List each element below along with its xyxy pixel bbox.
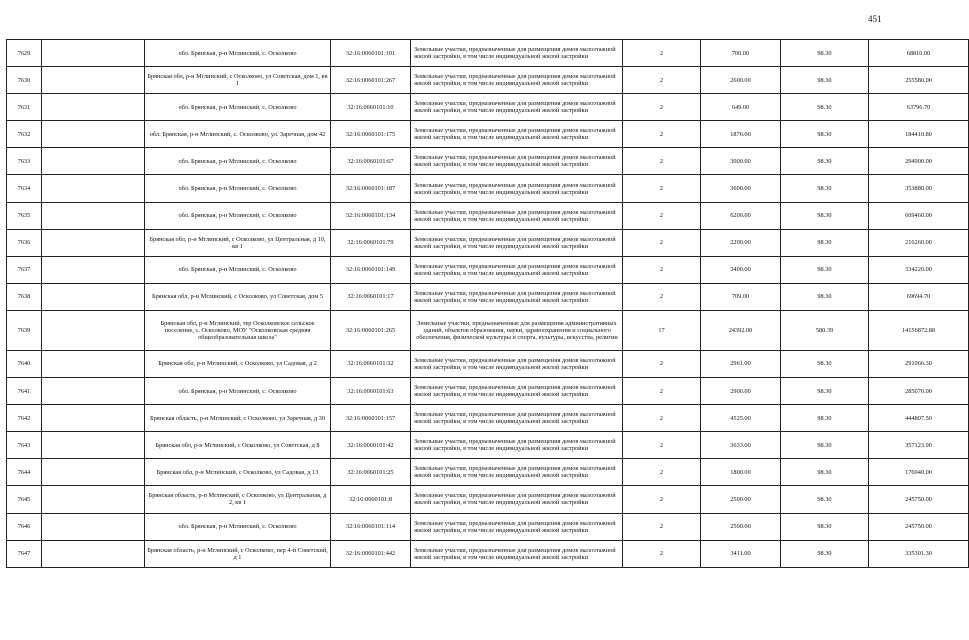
address-cell: обл. Брянская, р-н Мглинский, с. Осколково [145, 378, 331, 405]
group-number-cell: 2 [623, 121, 701, 148]
cadastral-value-cell: 216260.00 [869, 229, 969, 256]
group-number-cell: 2 [623, 67, 701, 94]
group-number-cell: 2 [623, 378, 701, 405]
land-purpose-cell: Земельные участки, предназначенные для размещения домов малоэтажной жилой застройки, в том числе индивидуальной жилой застройки [411, 148, 623, 175]
land-purpose-cell: Земельные участки, предназначенные для размещения домов малоэтажной жилой застройки, в том числе индивидуальной жилой застройки [411, 175, 623, 202]
area-cell: 3633.00 [701, 432, 781, 459]
table-row [7, 405, 969, 432]
group-number-cell: 2 [623, 256, 701, 283]
area-cell: 3000.00 [701, 148, 781, 175]
table-row [7, 175, 969, 202]
specific-value-cell: 580.39 [781, 310, 869, 350]
address-cell: Брянская обл, р-н Мглинский, с Осколково, ул Советская, дом 5 [145, 283, 331, 310]
cadastral-value-cell: 255580.00 [869, 67, 969, 94]
spacer-cell [42, 229, 145, 256]
group-number-cell: 2 [623, 350, 701, 377]
spacer-cell [42, 40, 145, 67]
cadastral-value-cell: 335301.30 [869, 540, 969, 567]
land-purpose-cell: Земельные участки, предназначенные для размещения домов малоэтажной жилой застройки, в том числе индивидуальной жилой застройки [411, 67, 623, 94]
group-number-cell: 2 [623, 283, 701, 310]
cadastral-value-table [6, 39, 969, 568]
area-cell: 3400.00 [701, 256, 781, 283]
land-purpose-cell: Земельные участки, предназначенные для размещения домов малоэтажной жилой застройки, в том числе индивидуальной жилой застройки [411, 350, 623, 377]
address-cell: обл. Брянская, р-н Мглинский, с. Осколково [145, 513, 331, 540]
land-purpose-cell: Земельные участки, предназначенные для размещения домов малоэтажной жилой застройки, в том числе индивидуальной жилой застройки [411, 202, 623, 229]
cadastral-value-cell: 334220.00 [869, 256, 969, 283]
spacer-cell [42, 256, 145, 283]
group-number-cell: 2 [623, 540, 701, 567]
land-purpose-cell: Земельные участки, предназначенные для размещения домов малоэтажной жилой застройки, в том числе индивидуальной жилой застройки [411, 486, 623, 513]
cadastral-number-cell: 32:16:0060101:442 [331, 540, 411, 567]
spacer-cell [42, 121, 145, 148]
group-number-cell: 2 [623, 202, 701, 229]
row-number-cell: 7630 [7, 67, 42, 94]
spacer-cell [42, 405, 145, 432]
table-row [7, 202, 969, 229]
address-cell: Брянская обл, р-н Мглинский, с Осколково, ул Садовая, д 13 [145, 459, 331, 486]
row-number-cell: 7639 [7, 310, 42, 350]
address-cell: обл. Брянская, р-н Мглинский, с. Осколково, ул. Заречная, дом 42 [145, 121, 331, 148]
specific-value-cell: 98.30 [781, 486, 869, 513]
specific-value-cell: 98.30 [781, 148, 869, 175]
spacer-cell [42, 486, 145, 513]
specific-value-cell: 98.30 [781, 67, 869, 94]
row-number-cell: 7629 [7, 40, 42, 67]
table-row [7, 540, 969, 567]
specific-value-cell: 98.30 [781, 94, 869, 121]
row-number-cell: 7638 [7, 283, 42, 310]
row-number-cell: 7641 [7, 378, 42, 405]
land-purpose-cell: Земельные участки, предназначенные для размещения административных зданий, объектов образования, науки, здравоохранения и социального обеспечения, физической культуры и спорта, культуры, искусства, религии [411, 310, 623, 350]
table-row [7, 94, 969, 121]
table-row [7, 256, 969, 283]
cadastral-number-cell: 32:16:0060101:265 [331, 310, 411, 350]
cadastral-value-cell: 69694.70 [869, 283, 969, 310]
group-number-cell: 2 [623, 432, 701, 459]
specific-value-cell: 98.30 [781, 513, 869, 540]
area-cell: 24392.00 [701, 310, 781, 350]
row-number-cell: 7637 [7, 256, 42, 283]
land-purpose-cell: Земельные участки, предназначенные для размещения домов малоэтажной жилой застройки, в том числе индивидуальной жилой застройки [411, 40, 623, 67]
group-number-cell: 2 [623, 486, 701, 513]
specific-value-cell: 98.30 [781, 40, 869, 67]
area-cell: 1800.00 [701, 459, 781, 486]
specific-value-cell: 98.30 [781, 540, 869, 567]
area-cell: 2900.00 [701, 378, 781, 405]
page-number: 451 [868, 14, 882, 24]
land-purpose-cell: Земельные участки, предназначенные для размещения домов малоэтажной жилой застройки, в том числе индивидуальной жилой застройки [411, 283, 623, 310]
group-number-cell: 2 [623, 40, 701, 67]
cadastral-number-cell: 32:16:0060101:8 [331, 486, 411, 513]
group-number-cell: 17 [623, 310, 701, 350]
cadastral-number-cell: 32:16:0060101:79 [331, 229, 411, 256]
cadastral-number-cell: 32:16:0060101:114 [331, 513, 411, 540]
row-number-cell: 7643 [7, 432, 42, 459]
table-row [7, 432, 969, 459]
specific-value-cell: 98.30 [781, 121, 869, 148]
address-cell: Брянская обл, р-н Мглинский, с Осколково, ул Советская, дом 1, кв 1 [145, 67, 331, 94]
table-row [7, 121, 969, 148]
spacer-cell [42, 378, 145, 405]
address-cell: обл. Брянская, р-н Мглинский, с. Осколково [145, 202, 331, 229]
land-purpose-cell: Земельные участки, предназначенные для размещения домов малоэтажной жилой застройки, в том числе индивидуальной жилой застройки [411, 459, 623, 486]
cadastral-number-cell: 32:16:0060101:149 [331, 256, 411, 283]
row-number-cell: 7634 [7, 175, 42, 202]
address-cell: Брянская обл, р-н Мглинский, с Осколково, ул Центральная, д 10, кв 1 [145, 229, 331, 256]
cadastral-number-cell: 32:16:0060101:25 [331, 459, 411, 486]
table-row [7, 40, 969, 67]
specific-value-cell: 98.30 [781, 256, 869, 283]
group-number-cell: 2 [623, 513, 701, 540]
address-cell: Брянская обл, р-н Мглинский, с Осколково, ул Советская, д 8 [145, 432, 331, 459]
land-purpose-cell: Земельные участки, предназначенные для размещения домов малоэтажной жилой застройки, в том числе индивидуальной жилой застройки [411, 94, 623, 121]
spacer-cell [42, 310, 145, 350]
row-number-cell: 7635 [7, 202, 42, 229]
row-number-cell: 7632 [7, 121, 42, 148]
table-row [7, 229, 969, 256]
row-number-cell: 7640 [7, 350, 42, 377]
spacer-cell [42, 459, 145, 486]
cadastral-value-cell: 291066.30 [869, 350, 969, 377]
cadastral-number-cell: 32:16:0060101:101 [331, 40, 411, 67]
cadastral-number-cell: 32:16:0060101:157 [331, 405, 411, 432]
cadastral-value-cell: 176940.00 [869, 459, 969, 486]
table-row [7, 283, 969, 310]
cadastral-value-cell: 444807.50 [869, 405, 969, 432]
area-cell: 2200.00 [701, 229, 781, 256]
land-purpose-cell: Земельные участки, предназначенные для размещения домов малоэтажной жилой застройки, в том числе индивидуальной жилой застройки [411, 513, 623, 540]
area-cell: 6200.00 [701, 202, 781, 229]
address-cell: Брянская обл, р-н Мглинский, тер Осколковское сельское поселение, с. Осколково, МОУ "Осколковская средняя общеобразовательная школа" [145, 310, 331, 350]
address-cell: обл. Брянская, р-н Мглинский, с. Осколково [145, 175, 331, 202]
cadastral-value-cell: 245750.00 [869, 513, 969, 540]
group-number-cell: 2 [623, 94, 701, 121]
table-row [7, 350, 969, 377]
row-number-cell: 7636 [7, 229, 42, 256]
group-number-cell: 2 [623, 175, 701, 202]
table-row [7, 378, 969, 405]
row-number-cell: 7633 [7, 148, 42, 175]
land-purpose-cell: Земельные участки, предназначенные для размещения домов малоэтажной жилой застройки, в том числе индивидуальной жилой застройки [411, 405, 623, 432]
area-cell: 3600.00 [701, 175, 781, 202]
land-purpose-cell: Земельные участки, предназначенные для размещения домов малоэтажной жилой застройки, в том числе индивидуальной жилой застройки [411, 432, 623, 459]
land-purpose-cell: Земельные участки, предназначенные для размещения домов малоэтажной жилой застройки, в том числе индивидуальной жилой застройки [411, 378, 623, 405]
area-cell: 2961.00 [701, 350, 781, 377]
area-cell: 1876.00 [701, 121, 781, 148]
land-purpose-cell: Земельные участки, предназначенные для размещения домов малоэтажной жилой застройки, в том числе индивидуальной жилой застройки [411, 121, 623, 148]
cadastral-value-cell: 245750.00 [869, 486, 969, 513]
area-cell: 3411.00 [701, 540, 781, 567]
row-number-cell: 7644 [7, 459, 42, 486]
cadastral-number-cell: 32:16:0060101:175 [331, 121, 411, 148]
row-number-cell: 7646 [7, 513, 42, 540]
spacer-cell [42, 283, 145, 310]
area-cell: 4525.00 [701, 405, 781, 432]
spacer-cell [42, 432, 145, 459]
cadastral-number-cell: 32:16:0060101:267 [331, 67, 411, 94]
spacer-cell [42, 148, 145, 175]
land-purpose-cell: Земельные участки, предназначенные для размещения домов малоэтажной жилой застройки, в том числе индивидуальной жилой застройки [411, 256, 623, 283]
table-row [7, 310, 969, 350]
address-cell: Брянская обл, р-н Мглинский, с Осколково, ул Садовая, д 2 [145, 350, 331, 377]
cadastral-value-cell: 353880.00 [869, 175, 969, 202]
area-cell: 2600.00 [701, 67, 781, 94]
specific-value-cell: 98.30 [781, 202, 869, 229]
table-row [7, 148, 969, 175]
cadastral-number-cell: 32:16:0060101:42 [331, 432, 411, 459]
spacer-cell [42, 350, 145, 377]
address-cell: Брянская область, р-н Мглинский, с Осколково, ул Центральная, д 2, кв 1 [145, 486, 331, 513]
address-cell: Брянская область, р-н Мглинский, с Осколково, ул Заречная, д 30 [145, 405, 331, 432]
row-number-cell: 7645 [7, 486, 42, 513]
area-cell: 649.00 [701, 94, 781, 121]
land-purpose-cell: Земельные участки, предназначенные для размещения домов малоэтажной жилой застройки, в том числе индивидуальной жилой застройки [411, 229, 623, 256]
group-number-cell: 2 [623, 405, 701, 432]
address-cell: обл. Брянская, р-н Мглинский, с. Осколково [145, 40, 331, 67]
area-cell: 709.00 [701, 283, 781, 310]
table-body [7, 40, 969, 568]
specific-value-cell: 98.30 [781, 229, 869, 256]
address-cell: Брянская область, р-н Мглинский, с Осколково, пер 4-й Советский, д 1 [145, 540, 331, 567]
row-number-cell: 7642 [7, 405, 42, 432]
specific-value-cell: 98.30 [781, 432, 869, 459]
table-row [7, 513, 969, 540]
table-row [7, 486, 969, 513]
address-cell: обл. Брянская, р-н Мглинский, с. Осколково [145, 94, 331, 121]
cadastral-value-cell: 68810.00 [869, 40, 969, 67]
group-number-cell: 2 [623, 459, 701, 486]
address-cell: обл. Брянская, р-н Мглинский, с. Осколково [145, 148, 331, 175]
spacer-cell [42, 67, 145, 94]
table-row [7, 459, 969, 486]
spacer-cell [42, 540, 145, 567]
cadastral-number-cell: 32:16:0060101:32 [331, 350, 411, 377]
row-number-cell: 7631 [7, 94, 42, 121]
spacer-cell [42, 175, 145, 202]
specific-value-cell: 98.30 [781, 350, 869, 377]
cadastral-value-cell: 63796.70 [869, 94, 969, 121]
specific-value-cell: 98.30 [781, 459, 869, 486]
spacer-cell [42, 513, 145, 540]
spacer-cell [42, 202, 145, 229]
spacer-cell [42, 94, 145, 121]
cadastral-value-cell: 14156872.88 [869, 310, 969, 350]
cadastral-value-cell: 609460.00 [869, 202, 969, 229]
cadastral-number-cell: 32:16:0060101:67 [331, 148, 411, 175]
row-number-cell: 7647 [7, 540, 42, 567]
land-purpose-cell: Земельные участки, предназначенные для размещения домов малоэтажной жилой застройки, в том числе индивидуальной жилой застройки [411, 540, 623, 567]
specific-value-cell: 98.30 [781, 378, 869, 405]
group-number-cell: 2 [623, 229, 701, 256]
cadastral-number-cell: 32:16:0060101:10 [331, 94, 411, 121]
cadastral-number-cell: 32:16:0060101:63 [331, 378, 411, 405]
cadastral-value-cell: 357123.90 [869, 432, 969, 459]
table-row [7, 67, 969, 94]
cadastral-number-cell: 32:16:0060101:17 [331, 283, 411, 310]
area-cell: 700.00 [701, 40, 781, 67]
group-number-cell: 2 [623, 148, 701, 175]
cadastral-value-cell: 285070.00 [869, 378, 969, 405]
specific-value-cell: 98.30 [781, 175, 869, 202]
specific-value-cell: 98.30 [781, 283, 869, 310]
cadastral-value-cell: 294900.00 [869, 148, 969, 175]
area-cell: 2500.00 [701, 513, 781, 540]
cadastral-value-cell: 184410.80 [869, 121, 969, 148]
specific-value-cell: 98.30 [781, 405, 869, 432]
cadastral-number-cell: 32:16:0060101:134 [331, 202, 411, 229]
address-cell: обл. Брянская, р-н Мглинский, с. Осколково [145, 256, 331, 283]
area-cell: 2500.00 [701, 486, 781, 513]
cadastral-number-cell: 32:16:0060101:187 [331, 175, 411, 202]
